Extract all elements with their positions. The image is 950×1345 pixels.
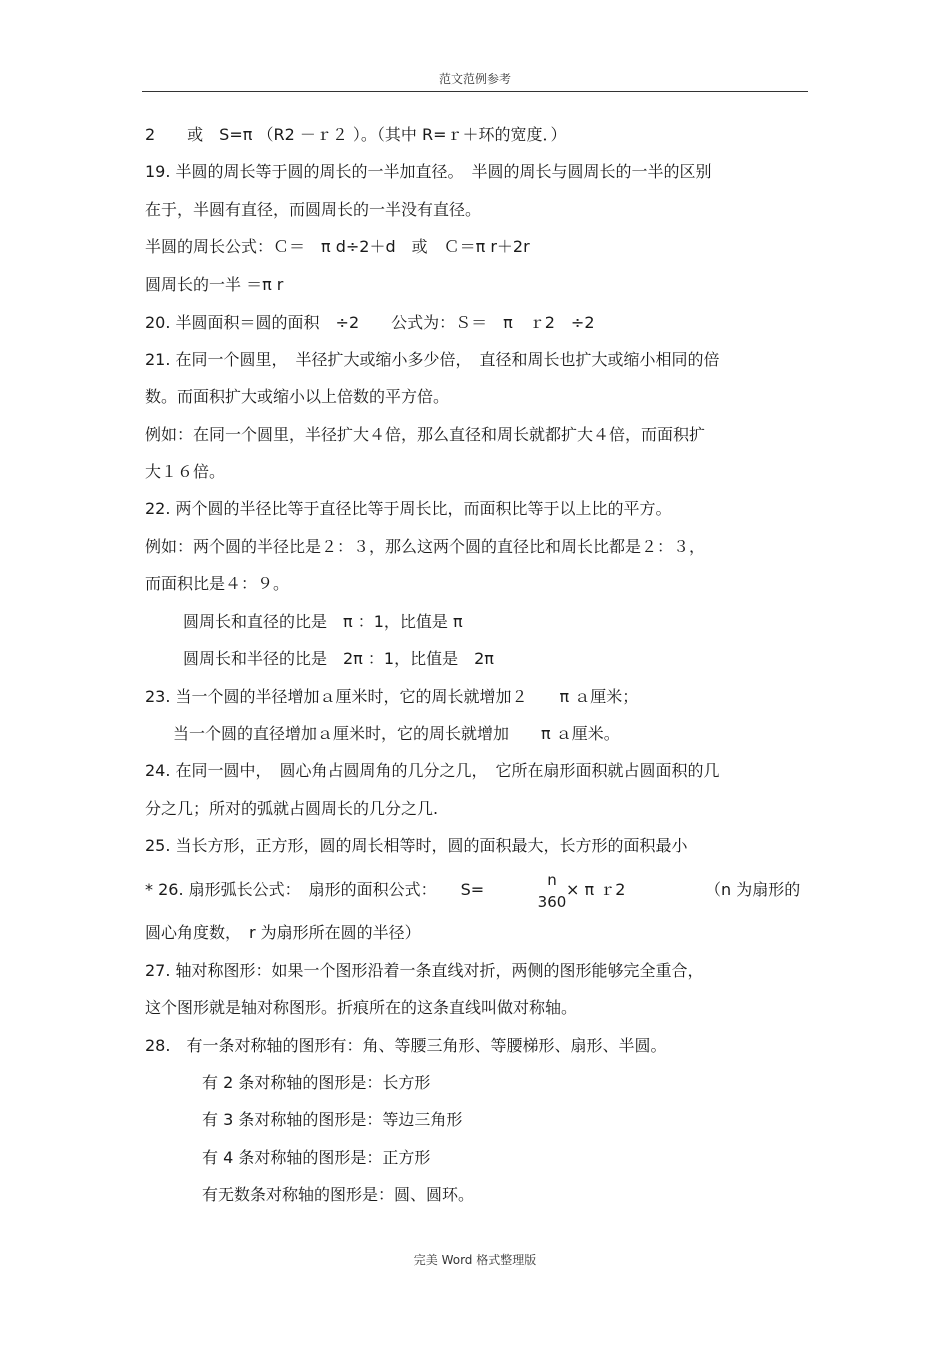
- text-line-content: 半圆的周长公式：Ｃ＝ π d÷2＋d 或 Ｃ＝π r＋2r: [145, 237, 530, 256]
- fraction-numerator: n: [547, 871, 557, 889]
- text-line-content: 有无数条对称轴的图形是：圆、圆环。: [202, 1185, 475, 1204]
- text-line-content: 圆周长和半径的比是 2π ：1，比值是 2π: [183, 649, 494, 668]
- text-line-content: 23. 当一个圆的半径增加ａ厘米时，它的周长就增加２ π ａ厘米；: [145, 687, 639, 706]
- text-line-content: 20. 半圆面积＝圆的面积 ÷2 公式为：Ｓ＝ π ｒ2 ÷2: [145, 313, 595, 332]
- text-line-content: 22. 两个圆的半径比等于直径比等于周长比，而面积比等于以上比的平方。: [145, 499, 672, 518]
- text-line-content: 当一个圆的直径增加ａ厘米时，它的周长就增加 π ａ厘米。: [173, 724, 620, 743]
- text-line-content: 21. 在同一个圆里， 半径扩大或缩小多少倍， 直径和周长也扩大或缩小相同的倍: [145, 350, 720, 369]
- text-line-content: 27. 轴对称图形：如果一个图形沿着一条直线对折，两侧的图形能够完全重合，: [145, 961, 704, 980]
- text-line-content: 数。而面积扩大或缩小以上倍数的平方倍。: [145, 387, 450, 406]
- text-line-content: 圆周长和直径的比是 π ：1，比值是 π: [183, 612, 463, 631]
- text-line-content: 有 2 条对称轴的图形是：长方形: [202, 1073, 431, 1092]
- text-line-content: 例如：两个圆的半径比是２：３，那么这两个圆的直径比和周长比都是２：３，: [145, 537, 706, 556]
- text-line-content: 25. 当长方形，正方形，圆的周长相等时，圆的面积最大，长方形的面积最小: [145, 836, 688, 855]
- text-line-content: 分之几；所对的弧就占圆周长的几分之几.: [145, 799, 439, 818]
- page-header: 范文范例参考: [438, 72, 511, 86]
- text-line-content: 19. 半圆的周长等于圆的周长的一半加直径。 半圆的周长与圆周长的一半的区别: [145, 162, 712, 181]
- header-rule: [142, 91, 808, 92]
- fraction: [536, 870, 568, 914]
- text-line-content: 有 3 条对称轴的图形是：等边三角形: [202, 1110, 463, 1129]
- text-line-content: 28. 有一条对称轴的图形有：角、等腰三角形、等腰梯形、扇形、半圆。: [145, 1036, 667, 1055]
- text-line-content: 圆心角度数， r 为扇形所在圆的半径）: [145, 923, 421, 942]
- formula-text: × π ｒ2: [566, 880, 626, 899]
- formula-line: [0, 870, 950, 914]
- text-line-content: 而面积比是４：９。: [145, 574, 290, 593]
- text-line-content: 有 4 条对称轴的图形是：正方形: [202, 1148, 431, 1167]
- text-line-content: 这个图形就是轴对称图形。折痕所在的这条直线叫做对称轴。: [145, 998, 578, 1017]
- fraction-denominator: 360: [537, 893, 567, 911]
- text-line-content: 圆周长的一半 ＝π r: [145, 275, 284, 294]
- formula-text: * 26. 扇形弧长公式： 扇形的面积公式： S=: [145, 880, 485, 899]
- text-line-content: 24. 在同一圆中， 圆心角占圆周角的几分之几， 它所在扇形面积就占圆面积的几: [145, 761, 720, 780]
- formula-note: （n 为扇形的: [705, 880, 801, 899]
- text-line-content: 2 或 S=π （R2 －ｒ２ ）。（其中 R=ｒ＋环的宽度．）: [145, 125, 567, 144]
- text-line-content: 例如：在同一个圆里，半径扩大４倍，那么直径和周长就都扩大４倍，而面积扩: [145, 425, 706, 444]
- text-line-content: 大１６倍。: [145, 462, 226, 481]
- text-line-content: 在于，半圆有直径，而圆周长的一半没有直径。: [145, 200, 482, 219]
- page-footer: 完美 Word 格式整理版: [413, 1253, 537, 1267]
